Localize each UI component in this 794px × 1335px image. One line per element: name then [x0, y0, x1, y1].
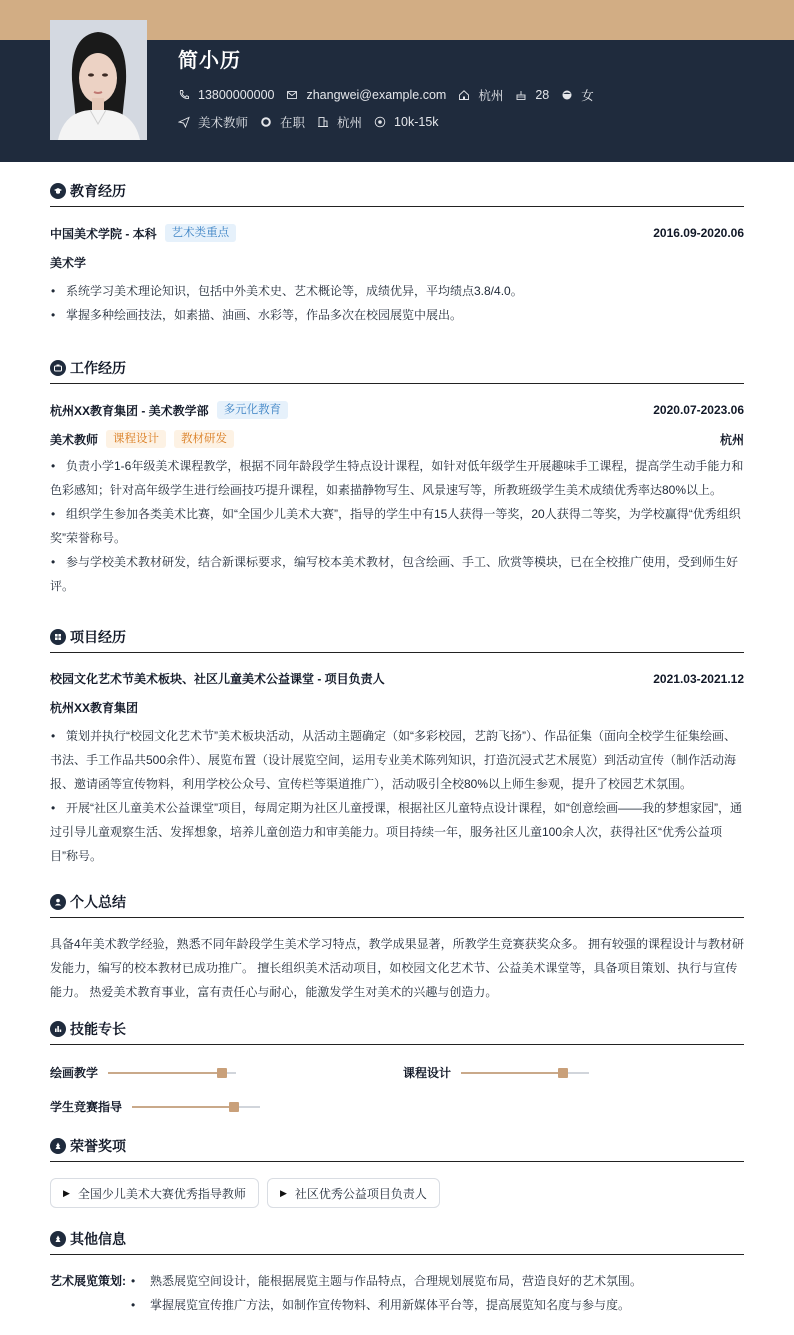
- project-org: 杭州XX教育集团: [50, 701, 139, 715]
- project-section: [50, 626, 744, 868]
- age-info: 28: [515, 88, 549, 102]
- other-bullets: [130, 1269, 642, 1317]
- skill-level-bar: [461, 1072, 589, 1074]
- triangle-right-icon: ▶: [63, 1187, 70, 1198]
- bar-chart-icon: [50, 1021, 66, 1037]
- section-divider: [50, 1254, 744, 1255]
- school-tag: 艺术类重点: [165, 224, 237, 242]
- work-location: 杭州: [719, 432, 744, 447]
- skill-level-thumb: [217, 1068, 227, 1078]
- skill-level-thumb: [558, 1068, 568, 1078]
- education-heading: 教育经历: [50, 180, 744, 202]
- list-item: • 负责小学1-6年级美术课程教学，根据不同年龄段学生特点设计课程，如针对低年级学生开展趣味手工课程，提高学生动手能力和色彩感知；针对高年级学生进行绘画技巧提升课程，如素描静物写生、风景速写等，所教班级学生美术成绩优秀率达80%以上。: [50, 459, 744, 497]
- work-heading: 工作经历: [50, 357, 744, 379]
- school-name: 中国美术学院 - 本科: [50, 226, 157, 241]
- send-icon: [178, 116, 190, 128]
- residence-info: 杭州: [458, 86, 503, 104]
- list-item: • 掌握展览宣传推广方法，如制作宣传物料、利用新媒体平台等，提高展览知名度与参与度。: [131, 1298, 631, 1312]
- info-icon: [50, 1231, 66, 1247]
- section-divider: [50, 1044, 744, 1045]
- skill-level-bar: [132, 1106, 260, 1108]
- list-item: • 策划并执行“校园文化艺术节”美术板块活动，从活动主题确定（如“多彩校园，艺韵飞扬”）、作品征集（面向全校学生征集绘画、书法、手工作品共500余件）、展览布置（设计展览空间，运用专业美术陈列知识，打造沉浸式艺术展览）到活动宣传（制作活动海报、邀请函等宣传物料，利用学校公众号、宣传栏等渠道推广），活动吸引全校80%以上师生参观，提升了校园艺术氛围。: [50, 729, 737, 791]
- home-icon: [458, 89, 470, 101]
- graduation-cap-icon: [50, 183, 66, 199]
- candidate-name: 简小历: [178, 50, 241, 72]
- gender-icon: [561, 89, 573, 101]
- phone-info: 13800000000: [178, 88, 274, 102]
- education-date: 2016.09-2020.06: [653, 226, 744, 240]
- summary-heading: 个人总结: [50, 891, 744, 913]
- section-divider: [50, 383, 744, 384]
- job-status-info: 在职: [260, 113, 305, 131]
- award-chip: ▶ 社区优秀公益项目负责人: [267, 1178, 440, 1208]
- salary-info: 10k-15k: [374, 115, 438, 129]
- skill-item: 课程设计: [403, 1064, 589, 1081]
- skill-level-thumb: [229, 1102, 239, 1112]
- award-chip: ▶ 全国少儿美术大赛优秀指导教师: [50, 1178, 259, 1208]
- work-entry-header: [50, 401, 744, 419]
- other-entry: [50, 1269, 744, 1317]
- job-target-info: 美术教师: [178, 113, 248, 131]
- role-tag: 教材研发: [174, 430, 234, 448]
- other-label: 艺术展览策划:: [50, 1274, 126, 1288]
- skill-item: 绘画教学: [50, 1064, 236, 1081]
- job-role: 美术教师: [50, 432, 99, 447]
- other-heading: 其他信息: [50, 1228, 744, 1250]
- summary-section: [50, 891, 744, 1004]
- awards-list: [50, 1178, 744, 1208]
- company-name: 杭州XX教育集团 - 美术教学部: [50, 403, 209, 418]
- avatar-photo: [50, 20, 147, 140]
- grid-icon: [50, 629, 66, 645]
- phone-icon: [178, 89, 190, 101]
- trophy-icon: [50, 1138, 66, 1154]
- work-section: [50, 357, 744, 598]
- project-date: 2021.03-2021.12: [653, 671, 744, 686]
- skill-item: 学生竞赛指导: [50, 1098, 260, 1115]
- contact-info-row: [178, 86, 606, 104]
- list-item: • 开展“社区儿童美术公益课堂”项目，每周定期为社区儿童授课，根据社区儿童特点设计课程，如“创意绘画——我的梦想家园”，通过引导儿童观察生活、发挥想象，培养儿童创造力和审美能力。项目持续一年，服务社区儿童100余人次，获得社区“优秀公益项目”称号。: [50, 801, 742, 863]
- mail-icon: [286, 89, 298, 101]
- target-city-info: 杭州: [317, 113, 362, 131]
- section-divider: [50, 652, 744, 653]
- summary-text: 具备4年美术教学经验，熟悉不同年龄段学生美术学习特点，教学成果显著，所教学生竞赛获奖众多。 拥有较强的课程设计与教材研发能力，编写的校本教材已成功推广。 擅长组织美术活动项目，如校园文化艺术节、公益美术课堂等，具备项目策划、执行与宣传能力。 热爱美术教育事业，富有责任心与耐心，能激发学生对美术的兴趣与创造力。: [50, 937, 745, 999]
- skills-heading: 技能专长: [50, 1018, 744, 1040]
- work-bullets: [50, 454, 744, 598]
- triangle-right-icon: ▶: [279, 1187, 287, 1198]
- status-icon: [260, 116, 272, 128]
- project-bullets: [50, 724, 744, 868]
- education-entry-header: [50, 224, 744, 242]
- project-entry-header: [50, 670, 744, 687]
- list-item: • 参与学校美术教材研发，结合新课标要求，编写校本美术教材，包含绘画、手工、欣赏等模块，已在全校推广使用，受到师生好评。: [50, 555, 739, 593]
- list-item: • 熟悉展览空间设计，能根据展览主题与作品特点，合理规划展览布局，营造良好的艺术氛围。: [131, 1274, 643, 1288]
- skill-level-bar: [108, 1072, 236, 1074]
- building-icon: [317, 116, 329, 128]
- briefcase-icon: [50, 360, 66, 376]
- education-section: [50, 180, 744, 327]
- user-icon: [50, 894, 66, 910]
- work-role-row: [50, 430, 744, 448]
- work-date: 2020.07-2023.06: [653, 403, 744, 417]
- project-name: 校园文化艺术节美术板块、社区儿童美术公益课堂 - 项目负责人: [50, 672, 385, 686]
- list-item: • 掌握多种绘画技法，如素描、油画、水彩等，作品多次在校园展览中展出。: [51, 308, 463, 322]
- cake-icon: [515, 89, 527, 101]
- job-info-row: [178, 113, 451, 131]
- skills-section: [50, 1018, 744, 1045]
- section-divider: [50, 206, 744, 207]
- section-divider: [50, 917, 744, 918]
- project-heading: 项目经历: [50, 626, 744, 648]
- awards-section: [50, 1135, 744, 1208]
- list-item: • 系统学习美术理论知识，包括中外美术史、艺术概论等，成绩优异，平均绩点3.8/4.0。: [51, 284, 523, 298]
- company-tag: 多元化教育: [217, 401, 289, 419]
- awards-heading: 荣誉奖项: [50, 1135, 744, 1157]
- other-section: [50, 1228, 744, 1317]
- major: 美术学: [50, 256, 87, 270]
- section-divider: [50, 1161, 744, 1162]
- list-item: • 组织学生参加各类美术比赛，如“全国少儿美术大赛”，指导的学生中有15人获得一等奖，20人获得二等奖，为学校赢得“优秀组织奖”荣誉称号。: [50, 507, 741, 545]
- education-bullets: [50, 279, 744, 327]
- email-info: zhangwei@example.com: [286, 88, 446, 102]
- salary-icon: [374, 116, 386, 128]
- role-tag: 课程设计: [106, 430, 166, 448]
- gender-info: 女: [561, 86, 594, 104]
